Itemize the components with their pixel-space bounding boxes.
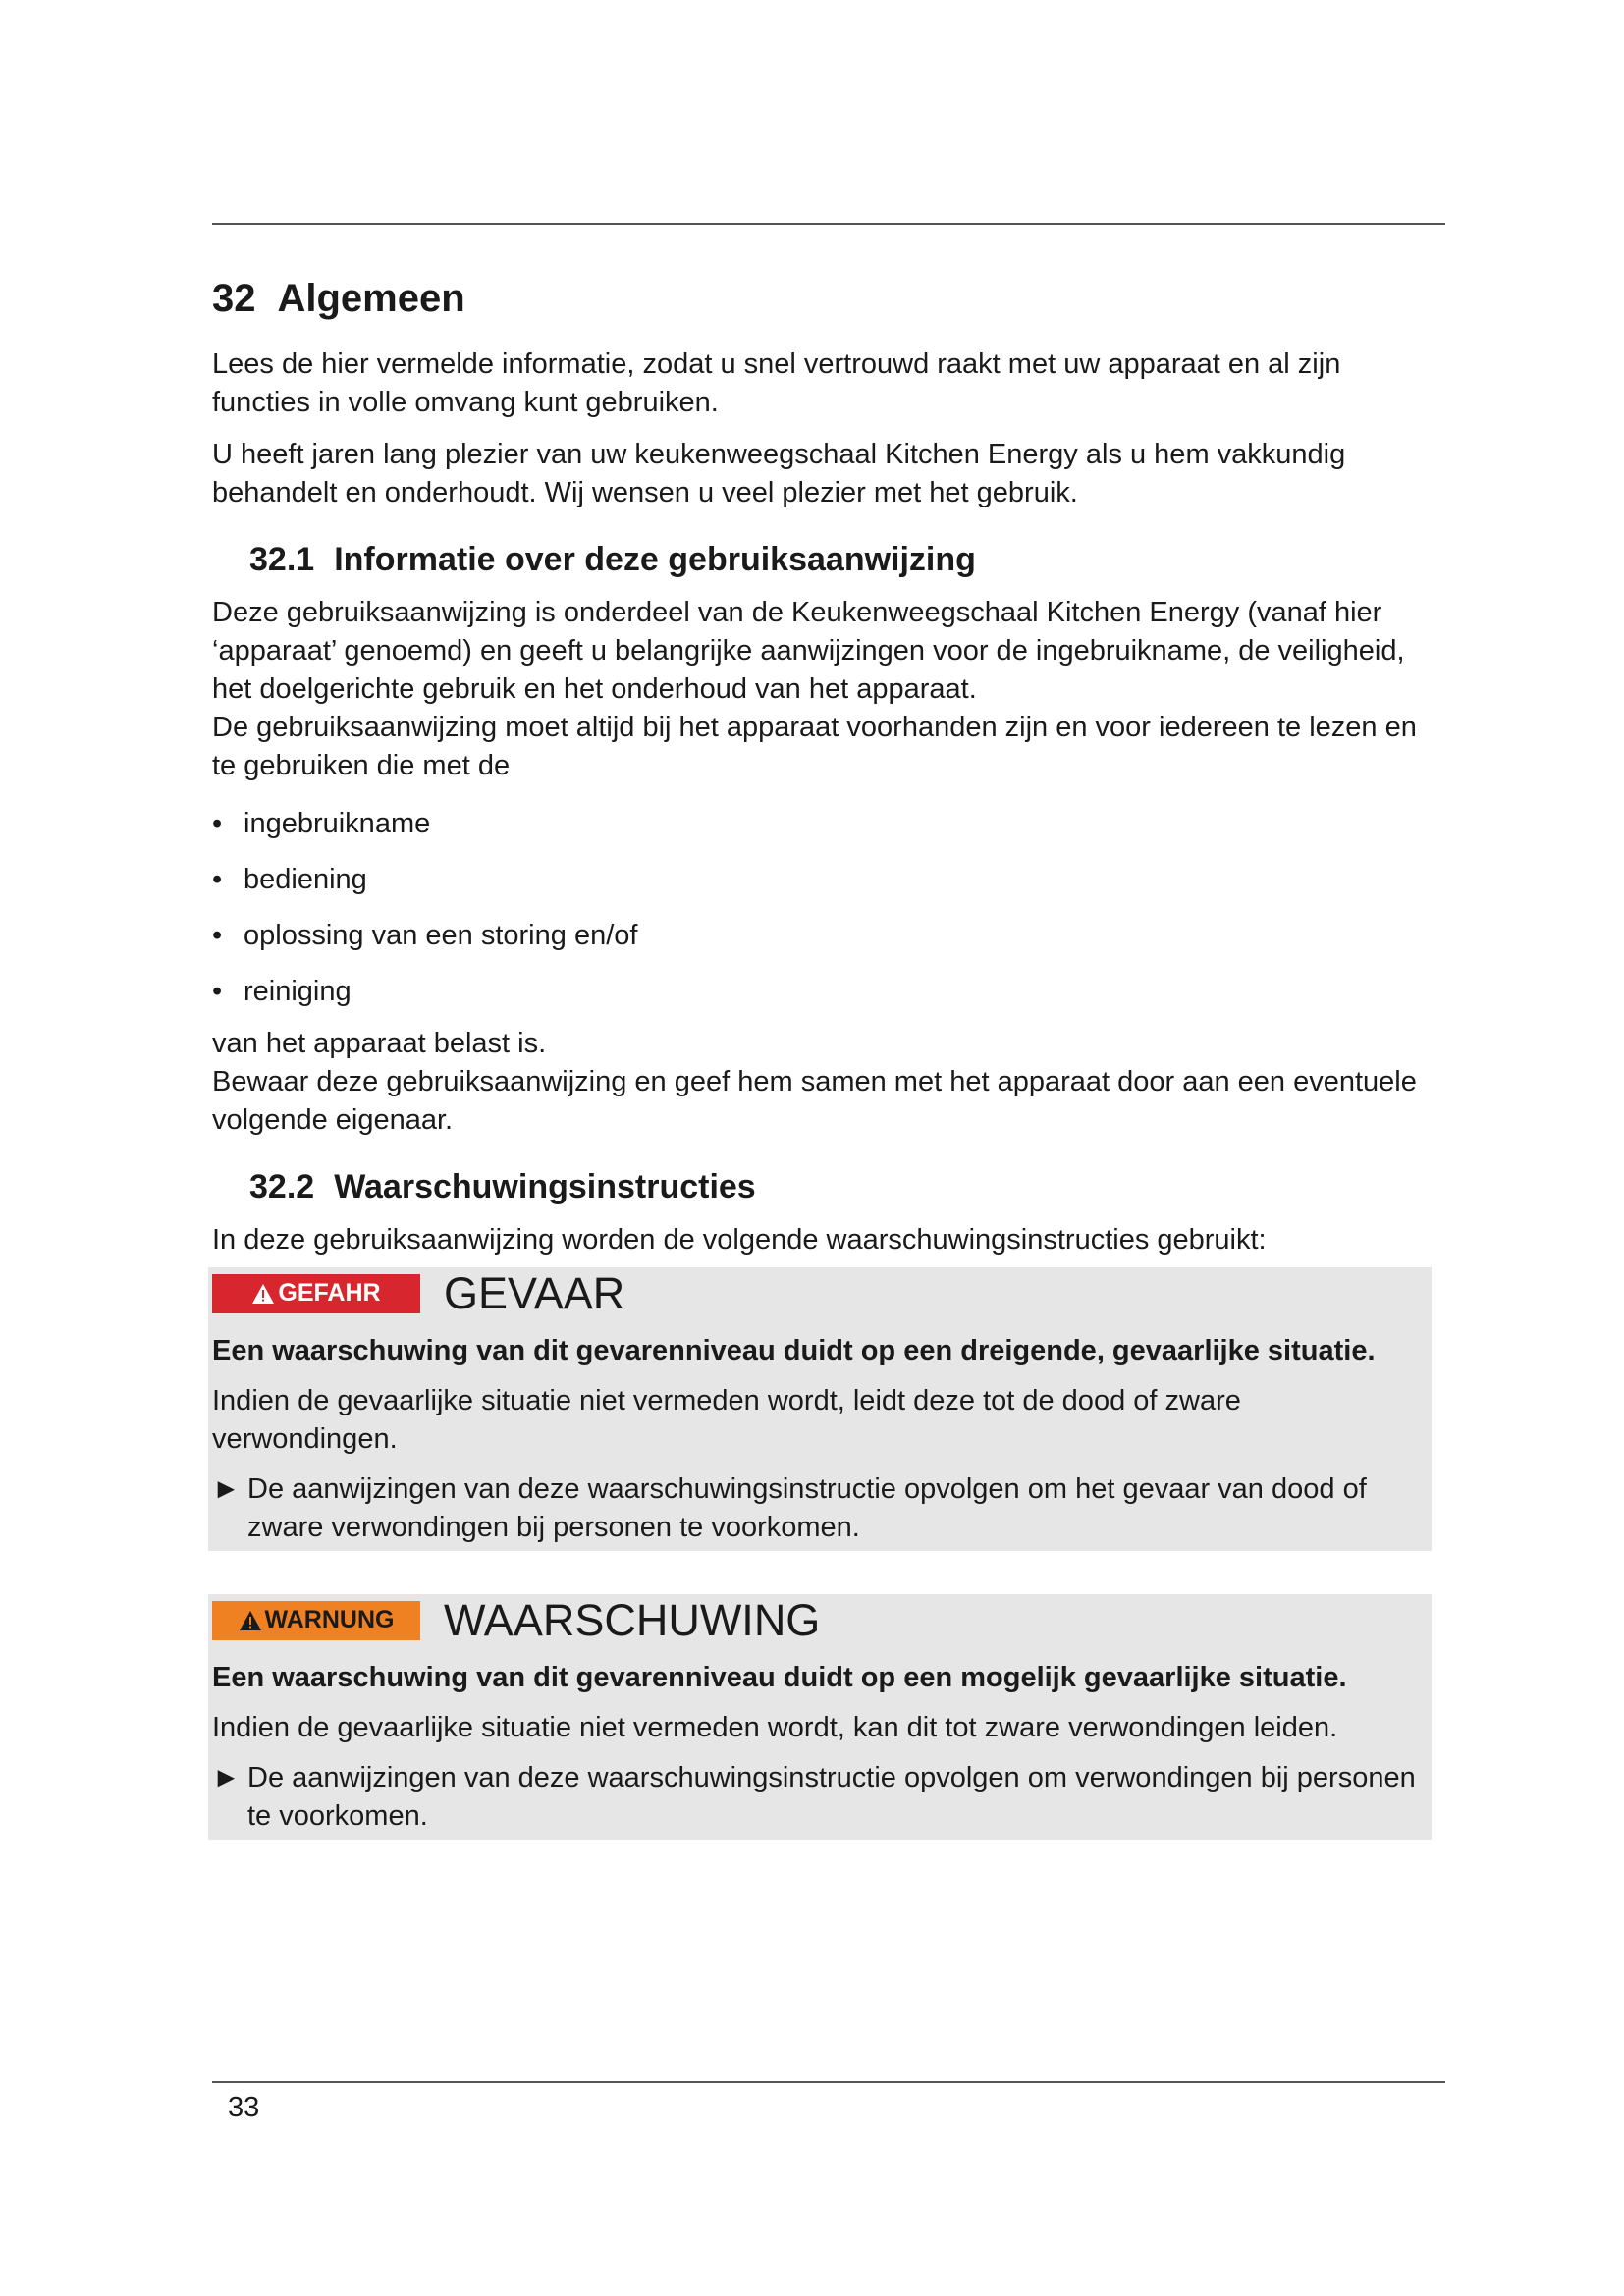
- warning-triangle-icon: [239, 1610, 262, 1631]
- danger-badge: [212, 1274, 420, 1313]
- subsection-heading: [249, 540, 1445, 580]
- list-item: • reiniging: [212, 973, 1445, 1011]
- subsection-number: 32.2: [249, 1167, 315, 1205]
- page-number: 33: [228, 2092, 260, 2123]
- paragraph: In deze gebruiksaanwijzing worden de volgende waarschuwingsinstructies gebruikt:: [212, 1223, 1267, 1255]
- warning-badge-label: WARNUNG: [264, 1606, 395, 1634]
- danger-step-text: De aanwijzingen van deze waarschuwingsinstructie opvolgen om het gevaar van dood of zware verwondingen bij personen te voorkomen.: [247, 1472, 1367, 1543]
- section-heading: [212, 275, 1445, 322]
- paragraph: Deze gebruiksaanwijzing is onderdeel van de Keukenweegschaal Kitchen Energy (vanaf hier ‘apparaat’ genoemd) en geeft u belangrijke aanwijzingen voor de ingebruikname, de veiligheid, het doelgerichte gebruik en het onderhoud van het apparaat.: [212, 596, 1405, 705]
- list-item: • bediening: [212, 861, 1445, 899]
- danger-header: [212, 1267, 1432, 1320]
- warning-step-text: De aanwijzingen van deze waarschuwingsinstructie opvolgen om verwondingen bij personen te voorkomen.: [247, 1761, 1416, 1832]
- section-paragraph: U heeft jaren lang plezier van uw keukenweegschaal Kitchen Energy als u hem vakkundig behandelt en onderhoudt. Wij wensen u veel plezier met het gebruik.: [212, 439, 1346, 508]
- warning-lead: Een waarschuwing van dit gevarenniveau duidt op een mogelijk gevaarlijke situatie.: [212, 1661, 1347, 1693]
- footer-rule: [212, 2081, 1445, 2083]
- subsection-title: Informatie over deze gebruiksaanwijzing: [334, 541, 976, 578]
- bullet-list: [212, 805, 1445, 1011]
- paragraph: De gebruiksaanwijzing moet altijd bij het apparaat voorhanden zijn en voor iedereen te lezen en te gebruiken die met de: [212, 711, 1417, 781]
- header-rule: [212, 223, 1445, 225]
- warning-header: [212, 1594, 1432, 1647]
- warning-body: Indien de gevaarlijke situatie niet vermeden wordt, kan dit tot zware verwondingen leiden.: [212, 1711, 1338, 1743]
- page-content: [212, 265, 1445, 1840]
- danger-step: [212, 1470, 1432, 1547]
- list-item: • oplossing van een storing en/of: [212, 917, 1445, 955]
- danger-lead: Een waarschuwing van dit gevarenniveau duidt op een dreigende, gevaarlijke situatie.: [212, 1334, 1376, 1366]
- warning-box: [208, 1594, 1432, 1840]
- paragraph: van het apparaat belast is.: [212, 1027, 547, 1059]
- danger-badge-label: GEFAHR: [278, 1279, 381, 1308]
- danger-signal-word: GEVAAR: [444, 1268, 625, 1319]
- warning-badge: [212, 1601, 420, 1640]
- danger-body: Indien de gevaarlijke situatie niet vermeden wordt, leidt deze tot de dood of zware verwondingen.: [212, 1384, 1241, 1455]
- section-title: Algemeen: [277, 277, 465, 320]
- paragraph: Bewaar deze gebruiksaanwijzing en geef hem samen met het apparaat door aan een eventuele volgende eigenaar.: [212, 1065, 1417, 1136]
- warning-triangle-icon: [251, 1283, 275, 1305]
- arrow-right-icon: ►: [212, 1472, 241, 1505]
- section-number: 32: [212, 277, 256, 320]
- warning-signal-word: WAARSCHUWING: [444, 1595, 821, 1646]
- section-paragraph: Lees de hier vermelde informatie, zodat u snel vertrouwd raakt met uw apparaat en al zijn functies in volle omvang kunt gebruiken.: [212, 348, 1341, 418]
- list-item: • ingebruikname: [212, 805, 1445, 843]
- arrow-right-icon: ►: [212, 1761, 241, 1793]
- subsection-number: 32.1: [249, 541, 315, 578]
- danger-box: [208, 1267, 1432, 1551]
- warning-step: [212, 1759, 1432, 1836]
- subsection-heading: [249, 1167, 1445, 1207]
- subsection-title: Waarschuwingsinstructies: [334, 1167, 756, 1205]
